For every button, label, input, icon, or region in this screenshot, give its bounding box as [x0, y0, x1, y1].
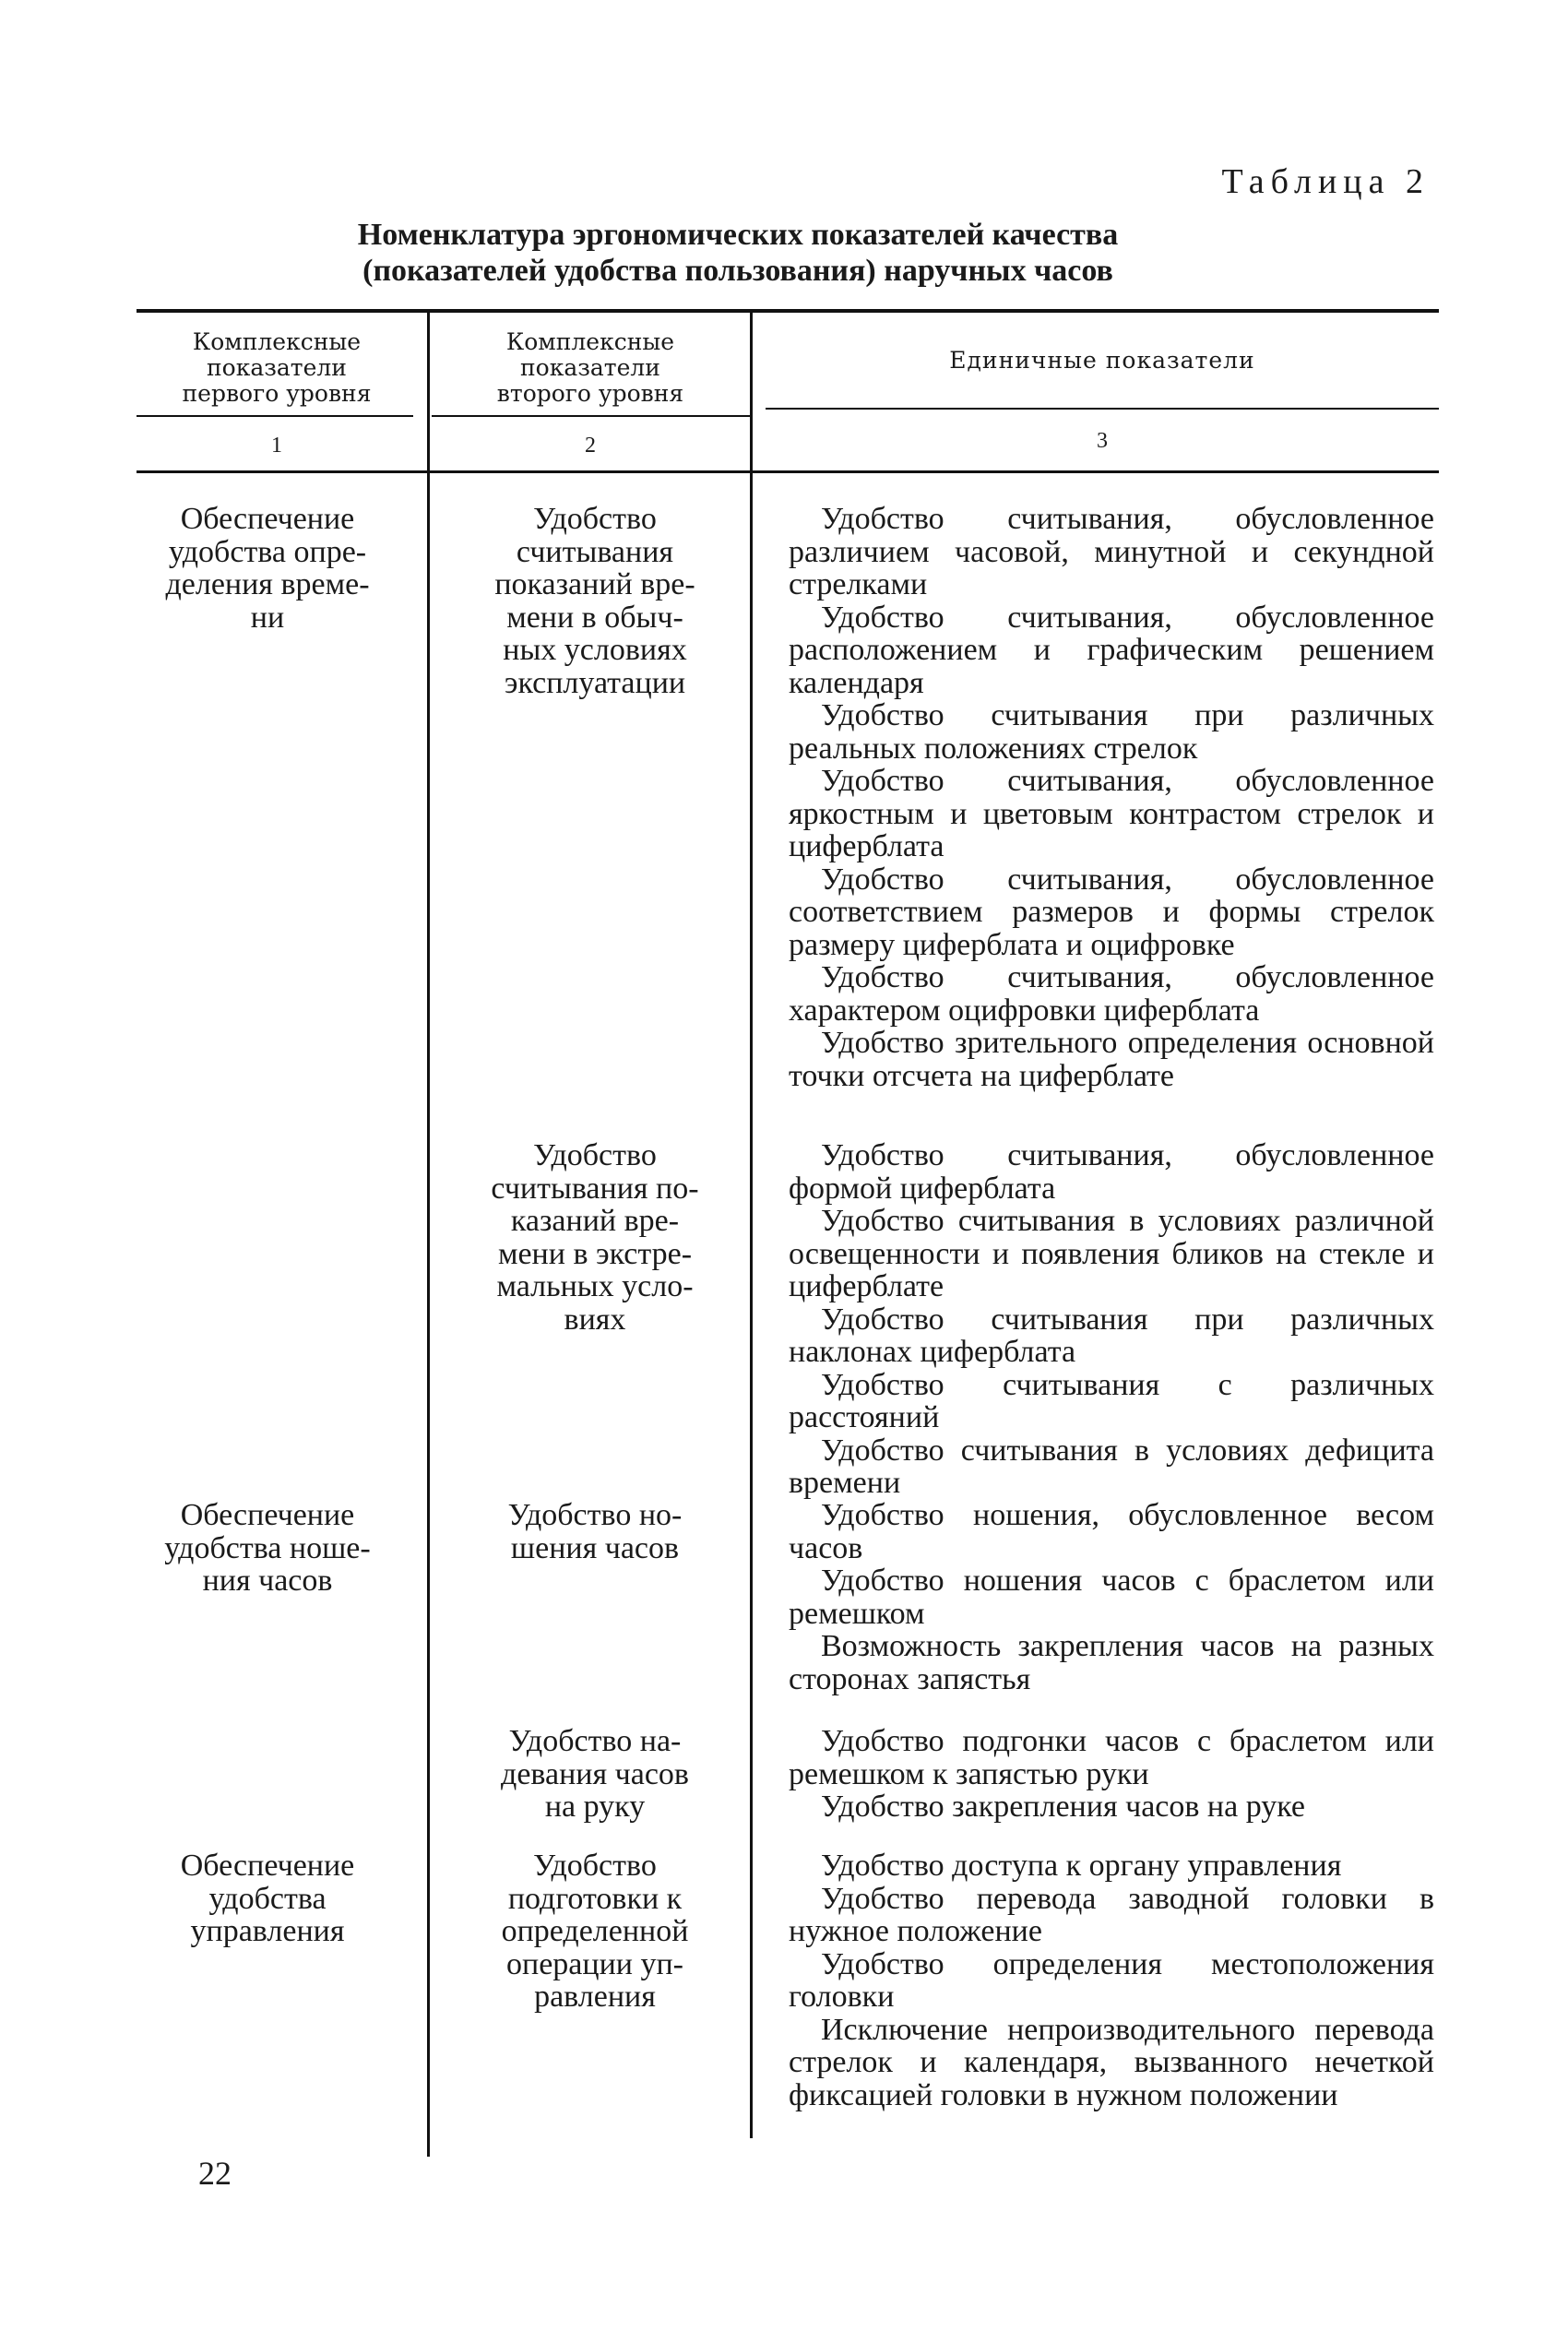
level2-cell: Удобство но- шения часов	[507, 1498, 683, 1565]
indicator-list	[789, 1849, 1434, 2111]
caption-line-1: Номенклатура эргономических показателей качества	[357, 218, 1119, 252]
indicator-item: Удобство определения местоположения головки	[789, 1946, 1434, 2014]
level1-cell: Обеспечение удобства опре- деления време- ни	[165, 502, 370, 635]
level2-cell: Удобство на- девания часов на руку	[501, 1724, 689, 1824]
indicator-item: Удобство считывания, обусловленное соответствием размеров и формы стрелок размеру циферблата и оцифровке	[789, 862, 1434, 962]
indicator-item: Удобство считывания, обусловленное различием часовой, минутной и секундной стрелками	[789, 502, 1434, 601]
indicator-item: Исключение непроизводительного перевода стрелок и календаря, вызванного нечеткой фиксацией головки в нужном положении	[789, 2012, 1434, 2112]
table-label: Таблица 2	[1221, 162, 1430, 201]
header-divider-3	[766, 408, 1439, 410]
indicator-list	[789, 1139, 1434, 1500]
colnum-rule	[137, 470, 1439, 473]
level1-cell: Обеспечение удобства управления	[180, 1849, 355, 1948]
indicator-list	[789, 1725, 1434, 1824]
indicator-item: Удобство ношения, обусловленное весом часов	[789, 1498, 1434, 1565]
column-number-2: 2	[585, 434, 596, 458]
indicator-item: Удобство ношения часов с браслетом или ремешком	[789, 1564, 1434, 1631]
indicator-item: Удобство считывания с различных расстояний	[789, 1367, 1434, 1434]
indicator-item: Удобство считывания, обусловленное яркостным и цветовым контрастом стрелок и циферблата	[789, 764, 1434, 863]
indicator-item: Удобство подгонки часов с браслетом или ремешком к запястью руки	[789, 1724, 1434, 1791]
indicator-item: Удобство считывания при различных наклонах циферблата	[789, 1302, 1434, 1369]
vertical-rule-1	[427, 312, 430, 2157]
column-number-3: 3	[1097, 429, 1108, 453]
indicator-item: Удобство закрепления часов на руке	[821, 1790, 1306, 1824]
indicator-item: Удобство считывания в условиях различной освещенности и появления бликов на стекле и циферблате	[789, 1204, 1434, 1303]
header-single-indicators: Единичные показатели	[949, 347, 1255, 374]
indicator-list	[789, 503, 1434, 1092]
indicator-list	[789, 1499, 1434, 1695]
indicator-item: Удобство считывания в условиях дефицита времени	[789, 1433, 1434, 1500]
level2-cell: Удобство подготовки к определенной операции уп- равления	[501, 1849, 689, 2014]
header-divider-2	[432, 415, 750, 417]
level2-cell: Удобство считывания по- казаний вре- мени в экстре- мальных усло- виях	[491, 1138, 699, 1337]
indicator-item: Возможность закрепления часов на разных сторонах запястья	[789, 1629, 1434, 1696]
page-number: 22	[198, 2155, 232, 2192]
indicator-item: Удобство доступа к органу управления	[821, 1849, 1342, 1883]
top-rule	[137, 309, 1439, 313]
indicator-item: Удобство перевода заводной головки в нужное положение	[789, 1881, 1434, 1948]
column-number-1: 1	[271, 434, 282, 458]
indicator-item: Удобство считывания при различных реальных положениях стрелок	[789, 698, 1434, 766]
level1-cell: Обеспечение удобства ноше- ния часов	[164, 1498, 371, 1598]
level2-cell: Удобство считывания показаний вре- мени в обыч- ных условиях эксплуатации	[494, 502, 695, 700]
table-caption	[277, 217, 1199, 289]
vertical-rule-2	[750, 312, 753, 2138]
indicator-item: Удобство считывания, обусловленное формой циферблата	[789, 1138, 1434, 1206]
header-level1: Комплексные показатели первого уровня	[182, 328, 372, 407]
indicator-item: Удобство зрительного определения основной точки отсчета на циферблате	[789, 1026, 1434, 1093]
header-divider-1	[137, 415, 413, 417]
indicator-item: Удобство считывания, обусловленное расположением и графическим решением календаря	[789, 600, 1434, 700]
caption-line-2: (показателей удобства пользования) наручных часов	[362, 254, 1113, 289]
header-level2: Комплексные показатели второго уровня	[496, 328, 684, 407]
indicator-item: Удобство считывания, обусловленное характером оцифровки циферблата	[789, 960, 1434, 1028]
